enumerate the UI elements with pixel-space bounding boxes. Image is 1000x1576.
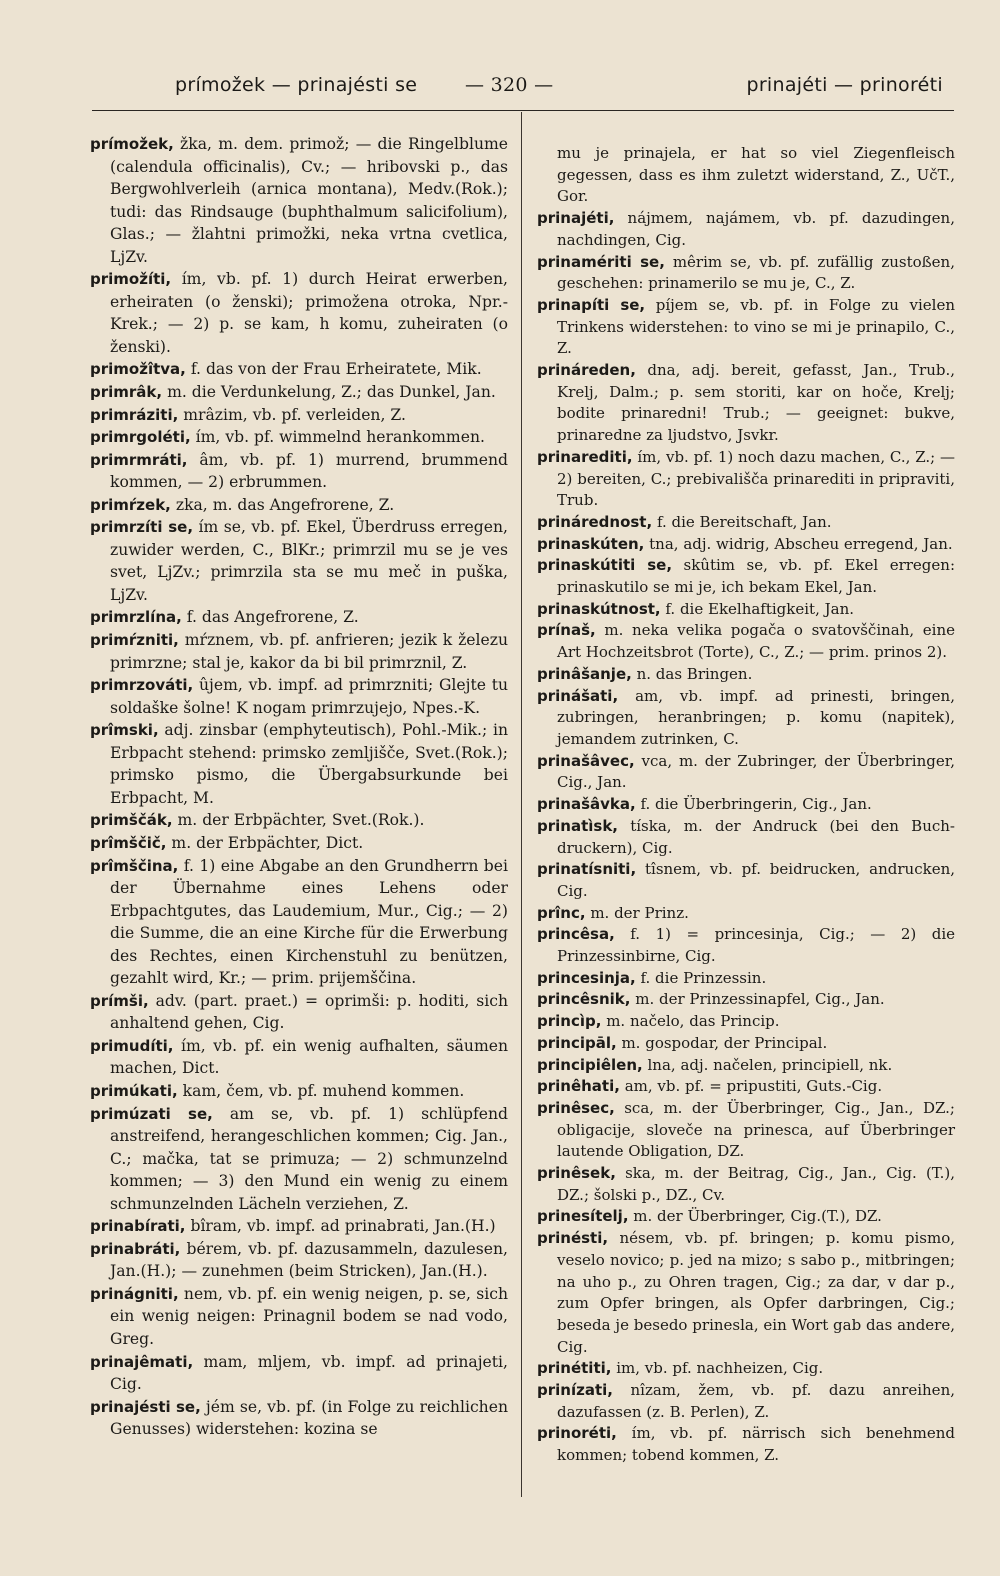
dictionary-entry (90, 809, 508, 832)
entry-definition: mam, mljem, vb. impf. ad prinajeti, Cig. (110, 1352, 508, 1394)
entry-headword: prinaskútiti se, (537, 556, 673, 575)
dictionary-entry (537, 1163, 955, 1206)
entry-definition: m. der Überbringer, Cig.(T.), DZ. (628, 1207, 882, 1226)
dictionary-entry (537, 686, 955, 751)
entry-headword: primrzlína, (90, 608, 182, 627)
dictionary-entry (90, 832, 508, 855)
dictionary-entry (90, 1351, 508, 1396)
entry-definition: nésem, vb. pf. bringen; p. komu pismo, veselo novico; p. jed na mizo; s sabo p., mitbringen; na uho p., zu Ohren tragen, Cig.; za dar, v dar p., zum Opfer bringen, als Opfer darbringen, Cig.; beseda je besedo prinesla, ein Wort gab das andere, Cig. (557, 1229, 955, 1356)
dictionary-entry (90, 1396, 508, 1441)
entry-definition: sca, m. der Überbringer, Cig., Jan., DZ.; obligacije, sloveče na prinesca, auf Überbringer lautende Obligation, DZ. (557, 1098, 955, 1161)
entry-headword: prímožek, (90, 135, 174, 153)
entry-definition: ska, m. der Beitrag, Cig., Jan., Cig. (T.), DZ.; šolski p., DZ., Cv. (557, 1164, 955, 1204)
dictionary-entry (90, 674, 508, 719)
entry-headword: prinarediti, (537, 447, 633, 466)
dictionary-entry (537, 252, 955, 295)
right-column (537, 143, 955, 1467)
entry-headword: prinaskútnost, (537, 599, 661, 618)
entry-definition: f. die Prinzessin. (635, 968, 767, 987)
dictionary-entry (537, 1423, 955, 1466)
entry-definition: bérem, vb. pf. dazusammeln, dazulesen, Jan.(H.); — zunehmen (beim Stricken), Jan.(H.). (110, 1239, 508, 1281)
entry-definition: m. neka velika pogača o svatovščinah, eine Art Hochzeitsbrot (Torte), C., Z.; — prim. prinos 2). (557, 621, 955, 662)
entry-definition: jém se, vb. pf. (in Folge zu reichlichen Genusses) widerstehen: kozina se (110, 1397, 508, 1439)
dictionary-entry (537, 1206, 955, 1228)
entry-headword: primráziti, (90, 405, 179, 424)
dictionary-entry (537, 208, 955, 251)
entry-headword: prinêsec, (537, 1098, 615, 1117)
entry-definition: mu je prinajela, er hat so viel Ziegenfleisch gegessen, dass es ihm zuletzt widerstand, Z., UčT., Gor. (557, 144, 955, 206)
entry-headword: primudíti, (90, 1036, 174, 1055)
entry-headword: prînc, (537, 903, 586, 922)
dictionary-entry (537, 447, 955, 512)
dictionary-entry (90, 358, 508, 381)
entry-headword: primožíti, (90, 270, 172, 289)
entry-definition: tíska, m. der Andruck (bei den Buchdruckern), Cig. (557, 816, 955, 857)
header-rule (92, 110, 954, 111)
dictionary-entry (90, 629, 508, 674)
entry-headword: prinétiti, (537, 1359, 612, 1378)
entry-headword: primščák, (90, 811, 173, 830)
entry-headword: primúzati se, (90, 1104, 213, 1123)
dictionary-entry (537, 664, 955, 686)
entry-definition: m. der Prinzessinapfel, Cig., Jan. (630, 990, 885, 1009)
entry-definition: ím, vb. pf. 1) durch Heirat erwerben, erheiraten (o ženski); primožena otroka, Npr.-Krek.; — 2) p. se kam, h komu, zuheiraten (o ženski). (110, 270, 508, 356)
entry-headword: prîmski, (90, 721, 159, 740)
dictionary-entry (90, 1035, 508, 1080)
dictionary-entry (90, 426, 508, 449)
entry-headword: prinoréti, (537, 1424, 617, 1443)
entry-headword: primrâk, (90, 383, 163, 402)
entry-definition: f. 1) = princesinja, Cig.; — 2) die Prinzessinbirne, Cig. (557, 925, 955, 966)
entry-definition: zka, m. das Angefrorene, Z. (170, 495, 395, 514)
entry-headword: primrzováti, (90, 676, 194, 695)
entry-definition: ím, vb. pf. wimmelnd herankommen. (190, 428, 485, 447)
dictionary-entry (537, 1055, 955, 1077)
entry-definition: mêrim se, vb. pf. zufällig zustoßen, geschehen: prinamerilo se mu je, C., Z. (557, 252, 955, 293)
entry-definition: píjem se, vb. pf. in Folge zu vielen Trinkens widerstehen: to vino se mi je prinapilo, C., Z. (557, 295, 955, 358)
entry-definition: âm, vb. pf. 1) murrend, brummend kommen, — 2) erbrummen. (110, 450, 508, 492)
entry-definition: dna, adj. bereit, gefasst, Jan., Trub., Krelj, Dalm.; p. sem storiti, kar on hoče, Krelj; bodite prinaredni! Trub.; — geeignet: bukve, prinaredne za ljudstvo, Jsvkr. (557, 361, 955, 445)
entry-headword: primŕzniti, (90, 631, 179, 650)
dictionary-entry (90, 1283, 508, 1351)
dictionary-entry (537, 534, 955, 556)
dictionary-entry (537, 968, 955, 990)
dictionary-entry (537, 924, 955, 967)
dictionary-entry (90, 516, 508, 606)
entry-headword: primúkati, (90, 1081, 178, 1100)
entry-headword: primrmráti, (90, 450, 188, 469)
entry-definition: nîzam, žem, vb. pf. dazu anreihen, dazufassen (z. B. Perlen), Z. (557, 1381, 955, 1421)
entry-definition: m. der Erbpächter, Dict. (166, 833, 364, 852)
dictionary-entry (90, 606, 508, 629)
entry-headword: prinárednost, (537, 512, 653, 531)
entry-headword: prinajéti, (537, 209, 615, 228)
entry-definition: m. die Verdunkelung, Z.; das Dunkel, Jan. (162, 383, 496, 402)
entry-headword: prîmščič, (90, 833, 167, 852)
entry-headword: prinágniti, (90, 1284, 179, 1303)
entry-definition: m. načelo, das Princip. (601, 1012, 780, 1031)
dictionary-entry (537, 1011, 955, 1033)
left-column (90, 133, 508, 1441)
entry-headword: prinízati, (537, 1381, 613, 1400)
entry-definition: kam, čem, vb. pf. muhend kommen. (177, 1081, 465, 1100)
entry-headword: prinatísniti, (537, 860, 637, 879)
dictionary-entry (537, 143, 955, 208)
entry-definition: mŕznem, vb. pf. anfrieren; jezik k železu primrzne; stal je, kakor da bi bil primrznil, Z. (110, 631, 508, 672)
dictionary-entry (537, 512, 955, 534)
header-left-catchword: prímožek — prinajésti se (175, 74, 418, 96)
entry-headword: principiêlen, (537, 1055, 643, 1074)
dictionary-entry (90, 133, 508, 268)
entry-headword: prinamériti se, (537, 252, 665, 271)
entry-definition: f. die Bereitschaft, Jan. (652, 512, 832, 531)
page-number: — 320 — (465, 74, 554, 96)
dictionary-entry (90, 404, 508, 427)
entry-headword: prinabírati, (90, 1217, 186, 1236)
entry-definition: nem, vb. pf. ein wenig neigen, p. se, sich ein wenig neigen: Prinagnil bodem se nad vodo, Greg. (110, 1284, 508, 1348)
entry-definition: m. gospodar, der Principal. (616, 1033, 828, 1052)
dictionary-entry (90, 855, 508, 990)
entry-definition: am, vb. impf. ad prinesti, bringen, zubringen, heranbringen; p. komu (napitek), jemandem zutrinken, C. (557, 686, 955, 748)
entry-headword: prîmščina, (90, 856, 179, 875)
entry-definition: tîsnem, vb. pf. beidrucken, andrucken, Cig. (557, 860, 955, 900)
entry-headword: princìp, (537, 1012, 602, 1031)
header-right-catchword: prinajéti — prinoréti (746, 74, 943, 96)
entry-definition: ím, vb. pf. ein wenig aufhalten, säumen machen, Dict. (110, 1036, 508, 1078)
entry-definition: f. 1) eine Abgabe an den Grundherrn bei der Übernahme eines Lehens oder Erbpachtgutes, das Laudemium, Mur., Cig.; — 2) die Summe, die an eine Kirche für die Erwerbung des Rechtes, einen Kirchenstuhl zu benützen, gezahlt wird, Kr.; — prim. prijemščina. (110, 856, 508, 988)
entry-headword: prinašâvka, (537, 795, 636, 814)
entry-definition: m. der Erbpächter, Svet.(Rok.). (172, 811, 425, 830)
entry-definition: n. das Bringen. (631, 664, 753, 683)
entry-definition: f. das Angefrorene, Z. (181, 608, 359, 627)
entry-definition: f. das von der Frau Erheiratete, Mik. (185, 360, 482, 379)
entry-definition: ím, vb. pf. 1) noch dazu machen, C., Z.; — 2) bereiten, C.; prebivališča prinarediti in pripraviti, Trub. (557, 447, 955, 510)
entry-headword: prinaskúten, (537, 534, 645, 553)
entry-headword: primrgoléti, (90, 428, 191, 447)
entry-headword: princêsa, (537, 925, 615, 944)
dictionary-entry (537, 1358, 955, 1380)
column-divider (521, 112, 522, 1497)
entry-headword: prinášati, (537, 686, 619, 705)
dictionary-entry (537, 1076, 955, 1098)
entry-headword: primrzíti se, (90, 518, 194, 537)
entry-definition: adj. zinsbar (emphyteutisch), Pohl.-Mik.; in Erbpacht stehend: primsko zemljišče, Svet.(Rok.); primsko pismo, die Übergabsurkunde bei Erbpacht, M. (110, 721, 508, 807)
dictionary-entry (537, 1228, 955, 1358)
entry-headword: primožîtva, (90, 360, 186, 379)
entry-headword: prímši, (90, 991, 149, 1010)
dictionary-entry (537, 816, 955, 859)
entry-headword: principāl, (537, 1033, 617, 1052)
dictionary-entry (537, 989, 955, 1011)
dictionary-entry (90, 1080, 508, 1103)
entry-headword: prinesítelj, (537, 1207, 629, 1226)
entry-definition: skûtim se, vb. pf. Ekel erregen: prinaskutilo se mi je, ich bekam Ekel, Jan. (557, 556, 955, 597)
entry-definition: tna, adj. widrig, Abscheu erregend, Jan. (644, 534, 953, 553)
entry-headword: prinabráti, (90, 1239, 181, 1258)
dictionary-entry (537, 360, 955, 447)
entry-headword: prináreden, (537, 361, 636, 380)
entry-definition: ím se, vb. pf. Ekel, Überdruss erregen, zuwider werden, C., BlKr.; primrzil mu se je ves svet, LjZv.; primrzila sta se mu meč in puška, LjZv. (110, 518, 508, 604)
entry-headword: prinapíti se, (537, 295, 646, 314)
dictionary-entry (537, 620, 955, 663)
entry-headword: prinésti, (537, 1229, 609, 1248)
entry-headword: prinajésti se, (90, 1397, 201, 1416)
dictionary-entry (90, 1238, 508, 1283)
dictionary-entry (537, 1380, 955, 1423)
dictionary-entry (90, 449, 508, 494)
dictionary-entry (537, 555, 955, 598)
entry-definition: m. der Prinz. (585, 903, 689, 922)
entry-headword: prinêsek, (537, 1164, 616, 1183)
dictionary-entry (537, 1033, 955, 1055)
entry-definition: vca, m. der Zubringer, der Überbringer, Cig., Jan. (557, 751, 955, 792)
entry-headword: princesinja, (537, 968, 636, 987)
entry-definition: im, vb. pf. nachheizen, Cig. (611, 1359, 824, 1378)
entry-definition: bîram, vb. impf. ad prinabrati, Jan.(H.) (185, 1217, 496, 1236)
entry-definition: nájmem, najámem, vb. pf. dazudingen, nachdingen, Cig. (557, 209, 955, 249)
dictionary-entry (90, 494, 508, 517)
dictionary-entry (537, 295, 955, 360)
entry-headword: prinâšanje, (537, 664, 632, 683)
dictionary-entry (537, 751, 955, 794)
entry-headword: prinatìsk, (537, 816, 618, 835)
entry-headword: prinajêmati, (90, 1352, 194, 1371)
dictionary-entry (90, 719, 508, 809)
dictionary-entry (90, 1215, 508, 1238)
entry-definition: f. die Überbringerin, Cig., Jan. (635, 795, 872, 814)
entry-definition: am se, vb. pf. 1) schlüpfend anstreifend, herangeschlichen kommen; Cig. Jan., C.; mačka, tat se primuza; — 2) schmunzelnd kommen; — 3) den Mund ein wenig zu einem schmunzelnden Lächeln verziehen, Z. (110, 1104, 508, 1213)
entry-headword: prínaš, (537, 621, 596, 640)
dictionary-entry (537, 859, 955, 902)
entry-definition: am, vb. pf. = pripustiti, Guts.-Cig. (619, 1077, 883, 1096)
dictionary-entry (90, 990, 508, 1035)
dictionary-entry (537, 794, 955, 816)
entry-definition: f. die Ekelhaftigkeit, Jan. (660, 599, 854, 618)
dictionary-entry (90, 268, 508, 358)
entry-headword: primŕzek, (90, 495, 171, 514)
dictionary-entry (537, 1098, 955, 1163)
entry-definition: adv. (part. praet.) = oprimši: p. hoditi, sich anhaltend gehen, Cig. (110, 991, 508, 1033)
entry-definition: ím, vb. pf. närrisch sich benehmend kommen; tobend kommen, Z. (557, 1424, 955, 1465)
running-head (95, 74, 955, 108)
entry-definition: mrâzim, vb. pf. verleiden, Z. (178, 405, 406, 424)
dictionary-entry (90, 1103, 508, 1216)
entry-headword: prinêhati, (537, 1077, 620, 1096)
dictionary-entry (537, 903, 955, 925)
entry-headword: princêsnik, (537, 990, 631, 1009)
entry-headword: prinašâvec, (537, 751, 635, 770)
entry-definition: žka, m. dem. primož; — die Ringelblume (calendula officinalis), Cv.; — hribovski p., das Bergwohlverleih (arnica montana), Medv.(Rok.); tudi: das Rindsauge (buphthalmum salicifolium), Glas.; — žlahtni primožki, neka vrtna cvetlica, LjZv. (110, 135, 508, 266)
dictionary-entry (90, 381, 508, 404)
entry-definition: lna, adj. načelen, principiell, nk. (642, 1055, 893, 1074)
entry-definition: ûjem, vb. impf. ad primrzniti; Glejte tu soldaške šolne! K nogam primrzujejo, Npes.-K. (110, 676, 508, 717)
dictionary-entry (537, 599, 955, 621)
